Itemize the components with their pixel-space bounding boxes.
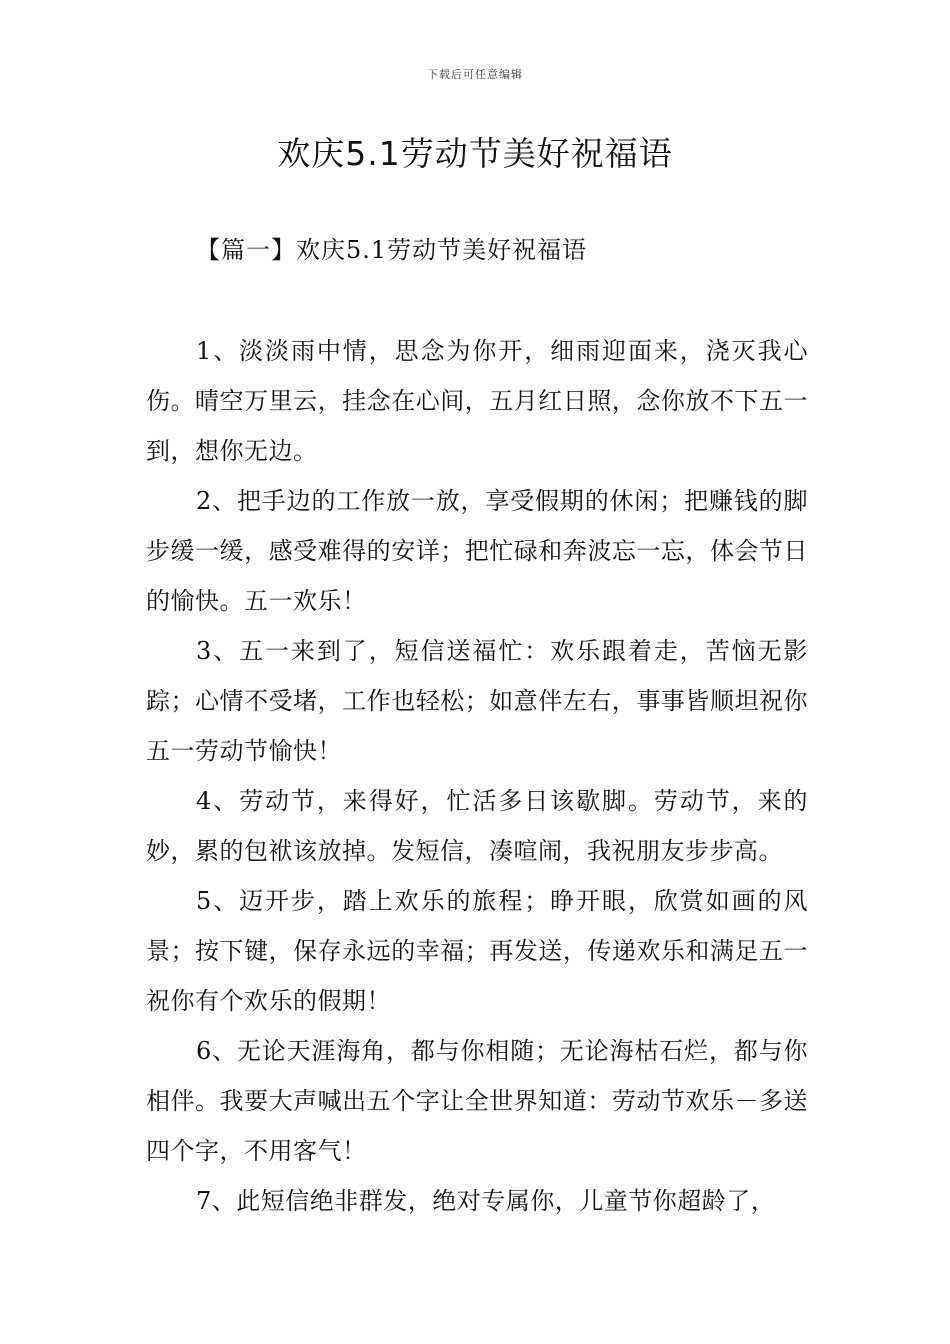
paragraph: 5、迈开步，踏上欢乐的旅程；睁开眼，欣赏如画的风景；按下键，保存永远的幸福；再发送，传递欢乐和满足五一祝你有个欢乐的假期！ [146,887,808,1015]
document-title: 欢庆5.1劳动节美好祝福语 [277,134,673,173]
header-note: 下载后可任意编辑 [427,68,523,81]
document-body [146,326,808,1226]
paragraph: 1、淡淡雨中情，思念为你开，细雨迎面来，浇灭我心伤。晴空万里云，挂念在心间，五月红日照，念你放不下五一到，想你无边。 [146,337,808,465]
paragraph: 4、劳动节，来得好，忙活多日该歇脚。劳动节，来的妙，累的包袱该放掉。发短信，凑喧闹，我祝朋友步步高。 [146,787,808,865]
paragraph: 3、五一来到了，短信送福忙：欢乐跟着走，苦恼无影踪；心情不受堵，工作也轻松；如意伴左右，事事皆顺坦祝你五一劳动节愉快！ [146,637,808,765]
paragraph: 7、此短信绝非群发，绝对专属你，儿童节你超龄了， [196,1187,776,1215]
paragraph: 6、无论天涯海角，都与你相随；无论海枯石烂，都与你相伴。我要大声喊出五个字让全世界知道：劳动节欢乐－多送四个字，不用客气！ [146,1037,808,1165]
section-heading: 【篇一】欢庆5.1劳动节美好祝福语 [196,236,588,264]
paragraph: 2、把手边的工作放一放，享受假期的休闲；把赚钱的脚步缓一缓，感受难得的安详；把忙碌和奔波忘一忘，体会节日的愉快。五一欢乐！ [146,487,808,615]
